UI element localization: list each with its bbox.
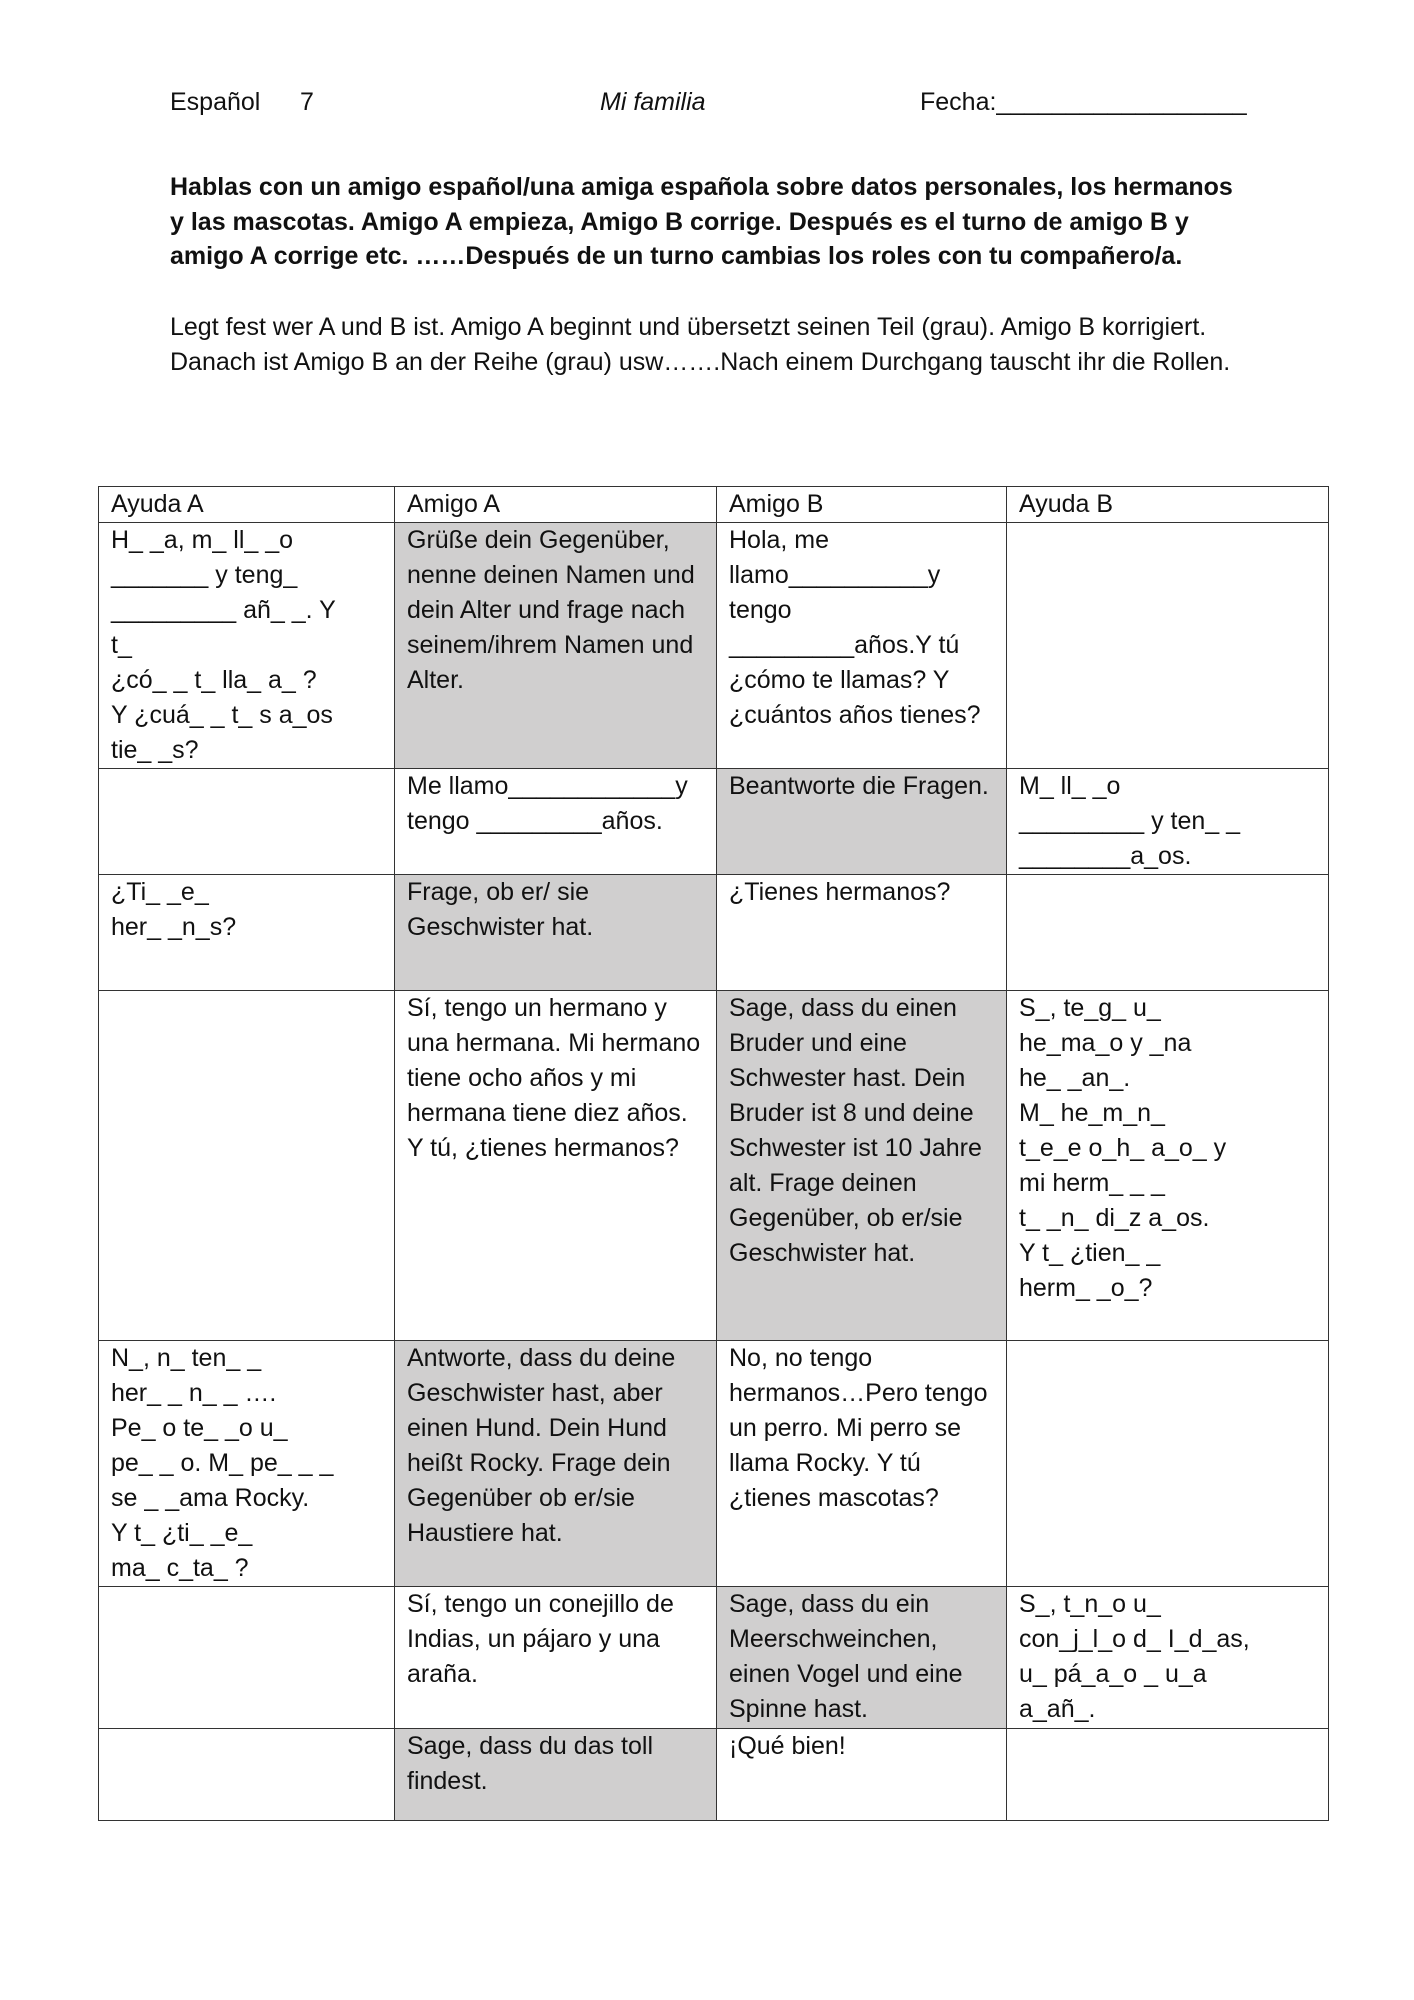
- header-ayuda-a: Ayuda A: [99, 487, 395, 523]
- instructions-spanish: Hablas con un amigo español/una amiga española sobre datos personales, los hermanos y las mascotas. Amigo A empieza, Amigo B corrige. Después es el turno de amigo B y amigo A corrige etc. ……Después de un turno cambias los roles con tu compañero/a.: [170, 173, 1233, 270]
- ayuda-b-cell: [1007, 875, 1329, 991]
- table-row: [99, 1587, 1329, 1729]
- grade-label: 7: [300, 88, 314, 116]
- worksheet-title: Mi familia: [600, 88, 706, 116]
- amigo-b-cell: Sage, dass du einen Bruder und eine Schwester hast. Dein Bruder ist 8 und deine Schwester ist 10 Jahre alt. Frage deinen Gegenüber, ob er/sie Geschwister hat.: [717, 991, 1007, 1341]
- ayuda-a-cell: [99, 991, 395, 1341]
- ayuda-b-cell: [1007, 1341, 1329, 1587]
- header-amigo-a: Amigo A: [395, 487, 717, 523]
- ayuda-a-cell: [99, 1587, 395, 1729]
- ayuda-a-cell: H_ _a, m_ ll_ _o _______ y teng_ _________ añ_ _. Y t_ ¿có_ _ t_ lla_ a_ ? Y ¿cuá_ _ t_ s a_os tie_ _s?: [99, 523, 395, 769]
- table-row: [99, 1341, 1329, 1587]
- subject-label: Español: [170, 88, 261, 116]
- table-row: [99, 1729, 1329, 1821]
- ayuda-a-cell: [99, 769, 395, 875]
- amigo-b-cell: ¿Tienes hermanos?: [717, 875, 1007, 991]
- ayuda-a-cell: ¿Ti_ _e_ her_ _n_s?: [99, 875, 395, 991]
- page-header: [170, 88, 1250, 122]
- amigo-a-cell: Me llamo____________y tengo _________años.: [395, 769, 717, 875]
- table-row: [99, 769, 1329, 875]
- ayuda-b-cell: S_, te_g_ u_ he_ma_o y _na he_ _an_. M_ he_m_n_ t_e_e o_h_ a_o_ y mi herm_ _ _ t_ _n_ di_z a_os. Y t_ ¿tien_ _ herm_ _o_?: [1007, 991, 1329, 1341]
- instructions-german: Legt fest wer A und B ist. Amigo A beginnt und übersetzt seinen Teil (grau). Amigo B korrigiert. Danach ist Amigo B an der Reihe (grau) usw…….Nach einem Durchgang tauscht ihr die Rollen.: [170, 313, 1231, 376]
- amigo-b-cell: Hola, me llamo__________y tengo _________años.Y tú ¿cómo te llamas? Y ¿cuántos años tienes?: [717, 523, 1007, 769]
- amigo-a-cell: Sage, dass du das toll findest.: [395, 1729, 717, 1821]
- amigo-a-cell: Antworte, dass du deine Geschwister hast, aber einen Hund. Dein Hund heißt Rocky. Frage dein Gegenüber ob er/sie Haustiere hat.: [395, 1341, 717, 1587]
- header-amigo-b: Amigo B: [717, 487, 1007, 523]
- dialogue-table: [98, 486, 1329, 1821]
- amigo-a-cell: Sí, tengo un conejillo de Indias, un pájaro y una araña.: [395, 1587, 717, 1729]
- ayuda-b-cell: [1007, 1729, 1329, 1821]
- amigo-a-cell: Sí, tengo un hermano y una hermana. Mi hermano tiene ocho años y mi hermana tiene diez años. Y tú, ¿tienes hermanos?: [395, 991, 717, 1341]
- table-row: [99, 523, 1329, 769]
- amigo-a-cell: Grüße dein Gegenüber, nenne deinen Namen und dein Alter und frage nach seinem/ihrem Namen und Alter.: [395, 523, 717, 769]
- amigo-b-cell: No, no tengo hermanos…Pero tengo un perro. Mi perro se llama Rocky. Y tú ¿tienes mascotas?: [717, 1341, 1007, 1587]
- table-header-row: [99, 487, 1329, 523]
- table-row: [99, 991, 1329, 1341]
- ayuda-b-cell: S_, t_n_o u_ con_j_l_o d_ I_d_as, u_ pá_a_o _ u_a a_añ_.: [1007, 1587, 1329, 1729]
- date-field: Fecha:__________________: [920, 88, 1247, 116]
- amigo-b-cell: ¡Qué bien!: [717, 1729, 1007, 1821]
- ayuda-b-cell: M_ ll_ _o _________ y ten_ _ ________a_os.: [1007, 769, 1329, 875]
- table-row: [99, 875, 1329, 991]
- amigo-b-cell: Sage, dass du ein Meerschweinchen, einen Vogel und eine Spinne hast.: [717, 1587, 1007, 1729]
- ayuda-a-cell: N_, n_ ten_ _ her_ _ n_ _ …. Pe_ o te_ _o u_ pe_ _ o. M_ pe_ _ _ se _ _ama Rocky. Y t_ ¿ti_ _e_ ma_ c_ta_ ?: [99, 1341, 395, 1587]
- amigo-a-cell: Frage, ob er/ sie Geschwister hat.: [395, 875, 717, 991]
- ayuda-b-cell: [1007, 523, 1329, 769]
- ayuda-a-cell: [99, 1729, 395, 1821]
- header-ayuda-b: Ayuda B: [1007, 487, 1329, 523]
- amigo-b-cell: Beantworte die Fragen.: [717, 769, 1007, 875]
